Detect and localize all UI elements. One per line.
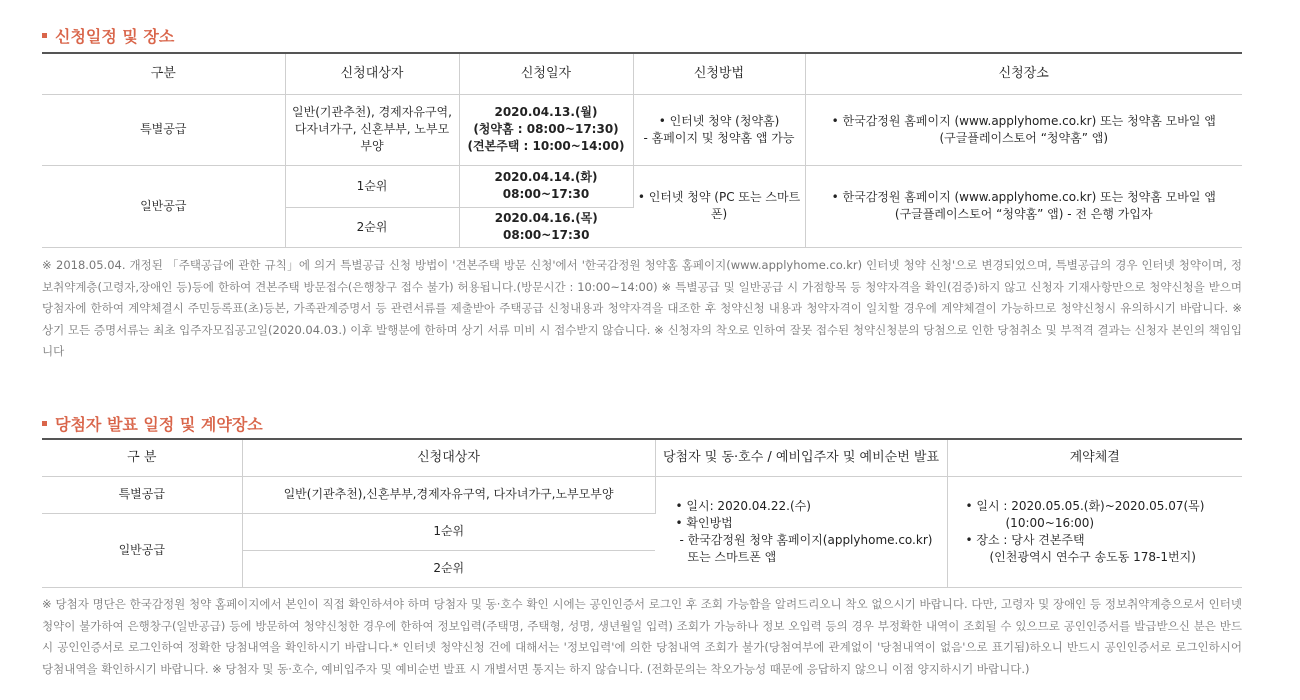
general-place-line: • 한국감정원 홈페이지 (www.applyhome.co.kr) 또는 청약홈 모바일 앱: [831, 190, 1216, 204]
header-announcement: 당첨자 및 동·호수 / 예비입주자 및 예비순번 발표: [655, 439, 947, 476]
header-method: 신청방법: [633, 53, 805, 94]
table-header-row: [42, 53, 1242, 94]
section-title-text: 당첨자 발표 일정 및 계약장소: [55, 415, 263, 434]
general-rank1-date: 2020.04.14.(화) 08:00~17:30: [459, 165, 633, 207]
special-place-line: • 한국감정원 홈페이지 (www.applyhome.co.kr) 또는 청약홈 모바일 앱: [831, 113, 1216, 128]
table-row: [42, 165, 1242, 207]
application-note: ※ 2018.05.04. 개정된 「주택공급에 관한 규칙」에 의거 특별공급 신청 방법이 '견본주택 방문 신청'에서 '한국감정원 청약홈 홈페이지(www.applyhome.co.kr) 인터넷 청약 신청'으로 변경되었으며, 특별공급의 경우 인터넷 청약이며, 정보취약계층(고령자,장애인 등)등에 한하여 견본주택 방문접수(은행창구 접수 불가) 허용됩니다.(방문시간 : 10:00~14:00) ※ 특별공급 및 일반공급 시 가점항목 등 청약자격을 확인(검증)하지 않고 신청자 기재사항만으로 청약신청을 받으며 당첨자에 한하여 계약체결시 주민등록표(초)등본, 가족관계증명서 등 관련서류를 제출받아 주택공급 신청내용과 청약자격을 대조한 후 청약신청 내용과 청약자격이 일치할 경우에 계약체결이 가능하므로 청약신청시 유의하시기 바랍니다. ※ 상기 모든 증명서류는 최초 입주자모집공고일(2020.04.03.) 이후 발행분에 한하며 상기 서류 미비 시 접수받지 않습니다. ※ 신청자의 착오로 인하여 잘못 접수된 청약신청분의 당첨으로 인한 당첨취소 및 부적격 결과는 신청자 본인의 책임입니다: [42, 258, 1242, 358]
announcement-line: 또는 스마트폰 앱: [687, 549, 777, 564]
announcement-line: - 한국감정원 청약 홈페이지(applyhome.co.kr): [679, 532, 933, 547]
square-bullet-icon: [42, 421, 47, 426]
category-special: 특별공급: [42, 476, 242, 513]
category-general: 일반공급: [42, 165, 285, 247]
special-place-line: (구글플레이스토어 “청약홈” 앱): [939, 130, 1109, 145]
general-rank1: 1순위: [285, 165, 459, 207]
special-target-line: 일반(기관추천), 경제자유구역,: [292, 105, 452, 119]
section-title-text: 신청일정 및 장소: [55, 27, 175, 46]
header-category: 구분: [42, 53, 285, 94]
general-rank2: 2순위: [242, 550, 655, 587]
general-place-line: (구글플레이스토어 “청약홈” 앱) - 전 은행 가입자: [894, 207, 1153, 221]
special-method: [633, 94, 805, 165]
table-row: [42, 476, 1242, 513]
announcement-line: • 일시: 2020.04.22.(수): [675, 498, 811, 513]
special-target: [285, 94, 459, 165]
header-date: 신청일자: [459, 53, 633, 94]
contract-line: • 장소 : 당사 견본주택: [965, 532, 1085, 547]
winner-note: ※ 당첨자 명단은 한국감정원 청약 홈페이지에서 본인이 직접 확인하셔야 하며 당첨자 및 동·호수 확인 시에는 공인인증서 로그인 후 조회 가능함을 알려드리오니 착오 없으시기 바랍니다. 다만, 고령자 및 장애인 등 정보취약계층으로서 인터넷 청약이 불가하여 은행창구(일반공급) 등에 방문하여 청약신청한 경우에 한하여 정보입력(주택명, 주택형, 성명, 생년월일 입력) 조회가 가능하나 정보 오입력 등의 경우 부정확한 내역이 조회될 수 있으므로 공인인증서를 발급받으신 분은 반드시 공인인증서로 로그인하여 정확한 당첨내역을 확인하시기 바랍니다.* 인터넷 청약신청 건에 대해서는 '정보입력'에 의한 당첨내역 조회가 불가(당첨여부에 관계없이 '당첨내역이 없음'으로 표기됨)하오니 반드시 공인인증서로 로그인하시어 당첨내역을 확인하시기 바랍니다. ※ 당첨자 및 동·호수, 예비입주자 및 예비순번 발표 시 개별서면 통지는 하지 않습니다. (전화문의는 착오가능성 때문에 응답하지 않으니 이점 양지하시기 바랍니다.): [42, 597, 1242, 676]
section-title-winner-announcement: [42, 412, 263, 435]
special-date-line: (청약홈 : 08:00~17:30): [473, 122, 619, 136]
special-date-line: 2020.04.13.(월): [494, 105, 598, 119]
header-target: 신청대상자: [285, 53, 459, 94]
application-schedule-table: [42, 52, 1242, 248]
contract-line: (인천광역시 연수구 송도동 178-1번지): [989, 549, 1196, 564]
special-method-line: - 홈페이지 및 청약홈 앱 가능: [643, 130, 795, 145]
general-rank1: 1순위: [242, 513, 655, 550]
contract-line: • 일시 : 2020.05.05.(화)~2020.05.07(목): [965, 498, 1205, 513]
special-method-line: • 인터넷 청약 (청약홈): [658, 113, 780, 128]
special-place: [805, 94, 1242, 165]
header-place: 신청장소: [805, 53, 1242, 94]
winner-schedule-table: [42, 438, 1242, 588]
general-place: [805, 165, 1242, 247]
special-date: [459, 94, 633, 165]
header-category: 구 분: [42, 439, 242, 476]
category-general: 일반공급: [42, 513, 242, 587]
header-target: 신청대상자: [242, 439, 655, 476]
announcement-info: [655, 476, 947, 587]
announcement-line: • 확인방법: [675, 515, 733, 530]
table-row: [42, 94, 1242, 165]
header-contract: 계약체결: [947, 439, 1242, 476]
section-title-application-schedule: [42, 24, 174, 47]
general-rank2-date: 2020.04.16.(목) 08:00~17:30: [459, 207, 633, 247]
special-date-line: (견본주택 : 10:00~14:00): [467, 139, 625, 153]
table-header-row: [42, 439, 1242, 476]
contract-line: (10:00~16:00): [1005, 515, 1095, 530]
contract-info: [947, 476, 1242, 587]
special-target: 일반(기관추천),신혼부부,경제자유구역, 다자녀가구,노부모부양: [242, 476, 655, 513]
square-bullet-icon: [42, 33, 47, 38]
general-method: • 인터넷 청약 (PC 또는 스마트폰): [633, 165, 805, 247]
general-rank2: 2순위: [285, 207, 459, 247]
category-special: 특별공급: [42, 94, 285, 165]
special-target-line: 다자녀가구, 신혼부부, 노부모부양: [294, 122, 450, 153]
